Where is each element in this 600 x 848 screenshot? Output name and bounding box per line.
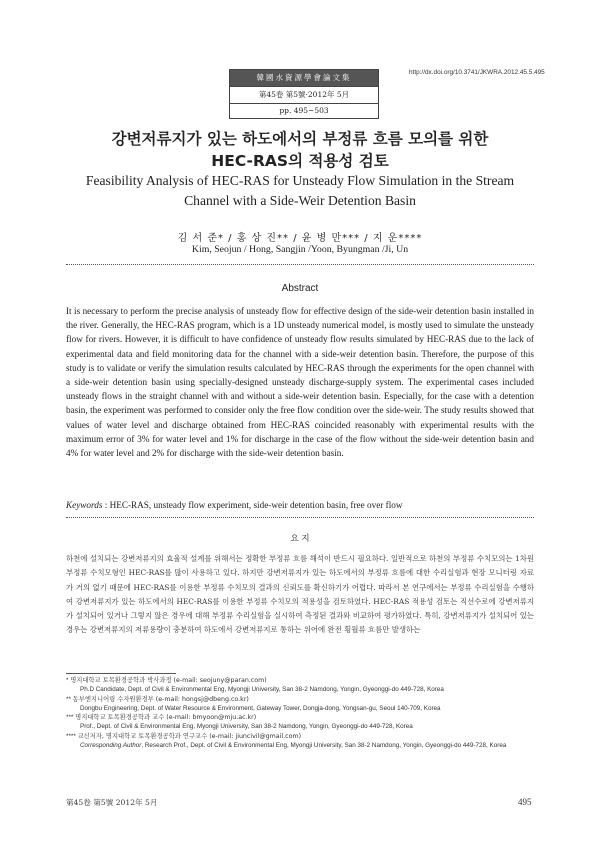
keywords-text: : HEC-RAS, unsteady flow experiment, side-weir detention basin, free over flow — [104, 500, 403, 510]
authors-english: Kim, Seojun / Hong, Sangjin /Yoon, Byungman /Ji, Un — [191, 244, 409, 255]
footnote-rule — [66, 673, 176, 674]
yoji-heading: 요 지 — [290, 534, 310, 544]
journal-info-box — [229, 69, 379, 119]
journal-volume: 第45卷 第5號·2012年 5月 — [230, 86, 378, 103]
footnotes — [66, 676, 546, 750]
abstract-heading: Abstract — [281, 283, 319, 294]
authors-korean: 김 서 준* / 홍 상 진** / 윤 병 만*** / 지 운**** — [177, 233, 423, 244]
divider-middle — [66, 517, 534, 518]
divider-top — [66, 264, 534, 265]
yoji-body: 하천에 설치되는 강변저류지의 효율적 설계를 위해서는 정확한 부정류 흐름 해석이 반드시 필요하다. 일반적으로 하천의 부정류 수치모의는 1차원 부정류 수치모형인 HEC-RAS를 많이 사용하고 있다. 하지만 강변저류지가 있는 하도에서의 부정류 흐름에 대한 수리실험과 현장 모니터링 자료가 거의 없기 때문에 HEC-RAS를 이용한 부정류 수치모의 결과의 신뢰도를 확신하기가 어렵다. 따라서 본 연구에서는 부정류 수리실험을 수행하여 강변저류지가 있는 하도에서의 HEC-RAS를 이용한 부정류 수치모의 적용성을 검토하였다. HEC-RAS 적용성 검토는 직선수로에 강변저류지가 설치되어 있거나 그렇지 않은 경우에 대해 부정류 수리실험을 실시하여 측정된 결과와 비교하여 평가하였다. 특히, 강변저류지가 설치되어 있는 경우는 강변저류지의 저류용량이 충분하여 하도에서 강변저류지로 통하는 위어에 완전 횡월류 흐름만 발생하는 — [66, 554, 534, 635]
title-korean-line1: 강변저류지가 있는 하도에서의 부정류 흐름 모의를 위한 — [111, 130, 489, 148]
title-english-line1: Feasibility Analysis of HEC-RAS for Unsteady Flow Simulation in the Stream — [85, 173, 515, 188]
doi-link[interactable]: http://dx.doi.org/10.3741/JKWRA.2012.45.5.495 — [409, 69, 545, 76]
footnote-3: *** 명지대학교 토목환경공학과 교수 (e-mail: bmyoon@mju.ac.kr) Prof., Dept. of Civil & Environmental Eng, Myongji University, San 38-2 Namdong, Yongin, Gyeonggi-do 449-728, Korea — [66, 714, 413, 731]
footnote-4: **** 교신저자, 명지대학교 토목환경공학과 연구교수 (e-mail: jiuncivil@gmail.com) Corresponding Author, Research Prof., Dept. of Civil & Environmental Eng, Myongji University, San 38-2 Namdong, Yongin, Gyeonggi-do 449-728, Korea — [66, 732, 507, 750]
title-korean-line2: HEC-RAS의 적용성 검토 — [211, 152, 389, 170]
footer-issue: 第45卷 第5號 2012年 5月 — [66, 798, 158, 807]
keywords-label: Keywords — [66, 500, 103, 510]
journal-name: 韓國水資源學會論文集 — [230, 70, 378, 86]
footnote-2: ** 동부엔지니어링 수자원환경부 (e-mail: hongsj@dbeng.co.kr) Dongbu Engineering, Dept. of Water Resource & Environment, Gateway Tower, Dongja-dong, Yongsan-gu, Seoul 140-709, Korea — [66, 695, 441, 712]
journal-pages: pp. 495~503 — [230, 103, 378, 118]
abstract-body: It is necessary to perform the precise analysis of unsteady flow for effective design of the side-weir detention basin installed in the river. Generally, the HEC-RAS program, which is a 1D unsteady numerical model, is mostly used to simulate the unsteady flow for rivers. However, it is difficult to have confidence of unsteady flow results simulated by HEC-RAS due to the lack of experimental data and field monitoring data for the channel with a side-weir detention basin. Therefore, the purpose of this study is to validate or verify the simulation results calculated by HEC-RAS through the experiments for the open channel with a side-weir detention basin using specially-designed unsteady discharge-supply system. The experimental cases included unsteady flows in the straight channel with and without a side-weir detention basin. Especially, for the case with a detention basin, the experiment was performed to consider only the free flow condition over the side-weir. The study results showed that values of water level and discharge obtained from HEC-RAS coincided reasonably with experimental results with the maximum error of 3% for water level and 1% for discharge in the case of the flow without the side-weir detention basin and 4% for water level and 2% for discharge with the side-weir detention basin. — [66, 306, 534, 459]
footnote-1: * 명지대학교 토목환경공학과 박사과정 (e-mail: seojuny@paran.com) Ph.D Candidate, Dept. of Civil & Environmental Eng, Myongji University, San 38-2 Namdong, Yongin, Gyeonggi-do 449-728, Korea — [66, 677, 444, 694]
keywords-line — [66, 500, 534, 510]
title-english-line2: Channel with a Side-Weir Detention Basin — [184, 193, 416, 208]
page-number: 495 — [518, 797, 532, 807]
